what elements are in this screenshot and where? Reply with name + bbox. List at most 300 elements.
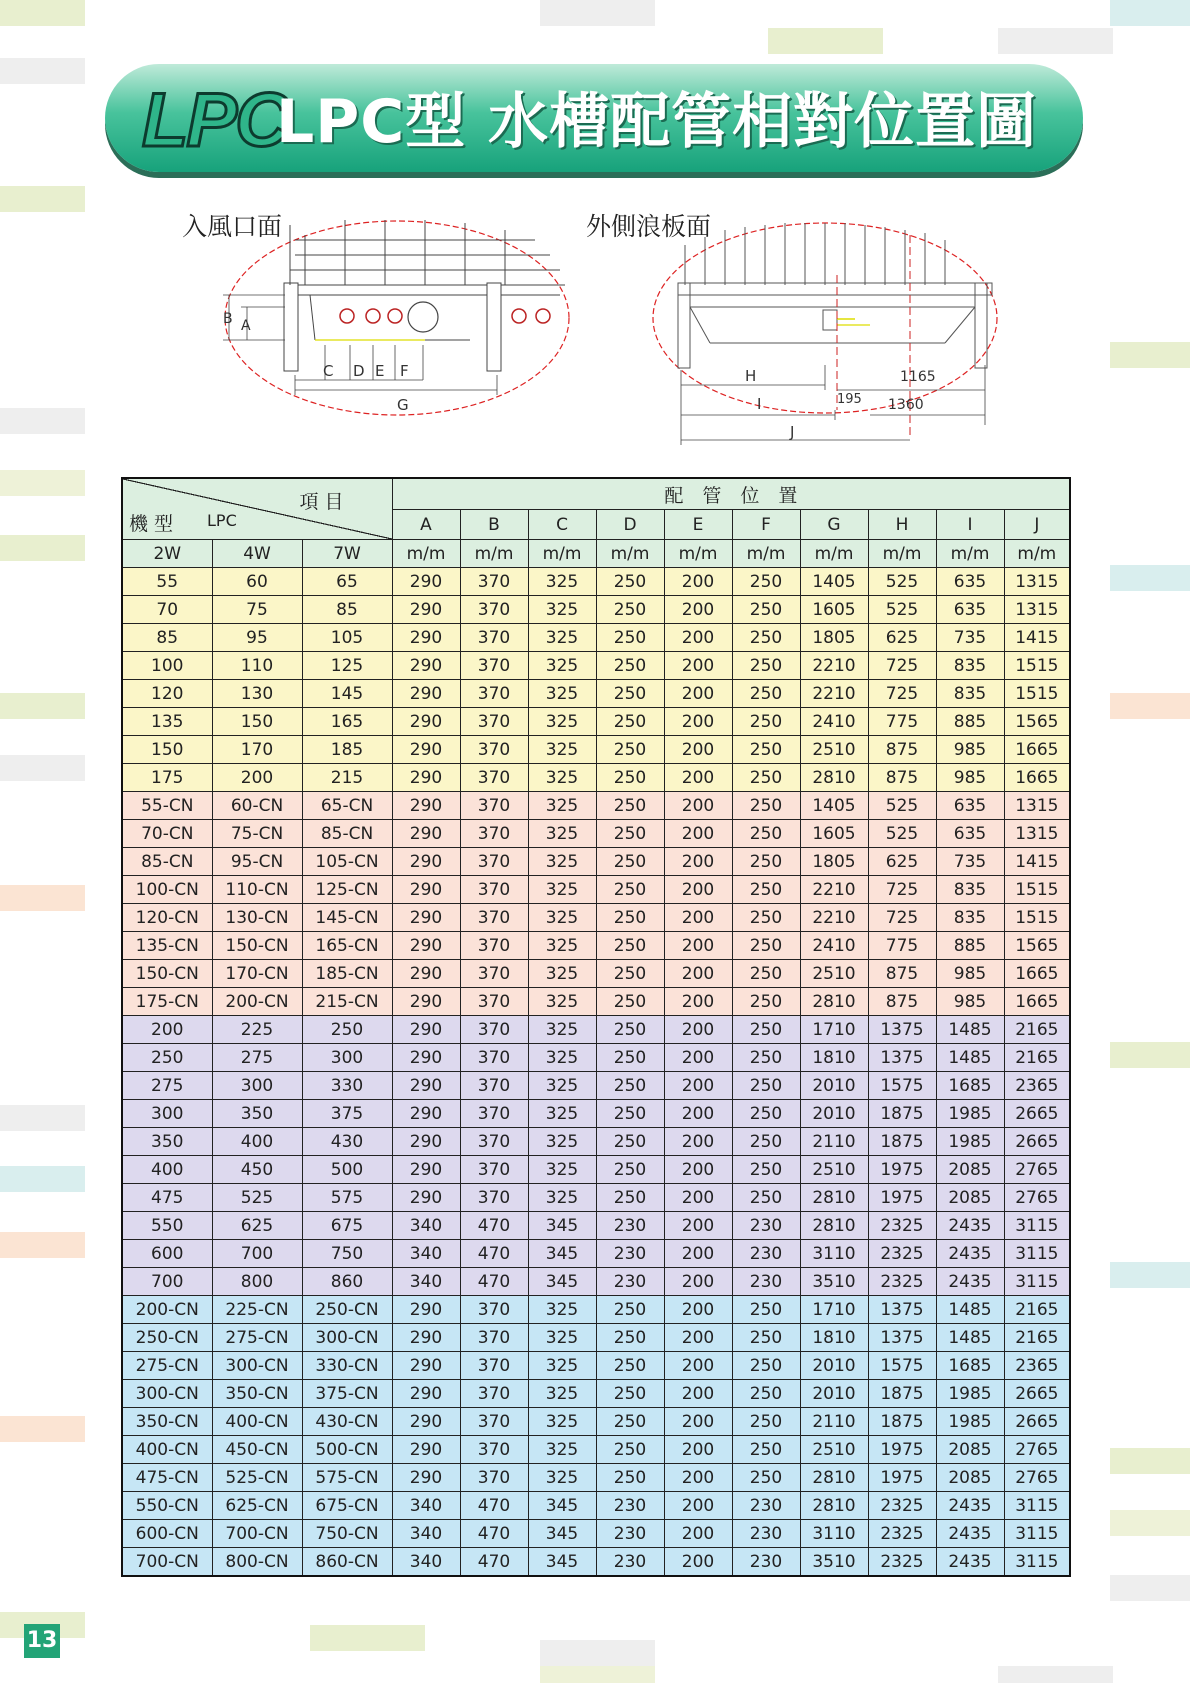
dim-label-a: A — [241, 318, 251, 334]
model-cell: 175 — [122, 764, 212, 792]
value-cell: 325 — [528, 1156, 596, 1184]
model-label: 機 型 — [129, 513, 174, 535]
table-row — [122, 708, 1070, 736]
value-cell: 370 — [460, 568, 528, 596]
value-cell: 200 — [664, 1212, 732, 1240]
value-cell: 875 — [868, 736, 936, 764]
unit-cell: m/m — [1004, 540, 1070, 568]
value-cell: 2010 — [800, 1100, 868, 1128]
column-header-c: C — [528, 510, 596, 540]
value-cell: 200 — [664, 1520, 732, 1548]
value-cell: 2665 — [1004, 1408, 1070, 1436]
value-cell: 290 — [392, 1100, 460, 1128]
value-cell: 230 — [732, 1240, 800, 1268]
model-cell: 85-CN — [122, 848, 212, 876]
model-cell: 55 — [122, 568, 212, 596]
value-cell: 1405 — [800, 792, 868, 820]
value-cell: 230 — [732, 1212, 800, 1240]
table-row — [122, 1296, 1070, 1324]
table-row — [122, 680, 1070, 708]
table-row — [122, 960, 1070, 988]
value-cell: 2810 — [800, 1464, 868, 1492]
model-cell: 400-CN — [122, 1436, 212, 1464]
model-cell: 500 — [302, 1156, 392, 1184]
model-cell: 120-CN — [122, 904, 212, 932]
table-row — [122, 1352, 1070, 1380]
value-cell: 325 — [528, 736, 596, 764]
model-cell: 350-CN — [212, 1380, 302, 1408]
value-cell: 370 — [460, 680, 528, 708]
value-cell: 1485 — [936, 1324, 1004, 1352]
value-cell: 370 — [460, 1044, 528, 1072]
bg-strip — [998, 28, 1113, 54]
value-cell: 2210 — [800, 652, 868, 680]
dim-label-b: B — [223, 311, 233, 327]
table-row — [122, 1240, 1070, 1268]
model-cell: 375 — [302, 1100, 392, 1128]
model-cell: 475 — [122, 1184, 212, 1212]
model-cell: 575 — [302, 1184, 392, 1212]
value-cell: 200 — [664, 1268, 732, 1296]
value-cell: 1515 — [1004, 680, 1070, 708]
value-cell: 325 — [528, 1044, 596, 1072]
model-cell: 750 — [302, 1240, 392, 1268]
value-cell: 2365 — [1004, 1072, 1070, 1100]
model-cell: 65-CN — [302, 792, 392, 820]
value-cell: 200 — [664, 764, 732, 792]
value-cell: 1515 — [1004, 904, 1070, 932]
value-cell: 2810 — [800, 1212, 868, 1240]
value-cell: 1375 — [868, 1324, 936, 1352]
value-cell: 1975 — [868, 1156, 936, 1184]
table-row — [122, 1268, 1070, 1296]
value-cell: 345 — [528, 1548, 596, 1577]
bg-strip — [540, 1640, 655, 1666]
value-cell: 340 — [392, 1492, 460, 1520]
model-cell: 75 — [212, 596, 302, 624]
model-column-header: 4W — [212, 540, 302, 568]
value-cell: 250 — [732, 932, 800, 960]
value-cell: 3510 — [800, 1548, 868, 1577]
value-cell: 290 — [392, 1380, 460, 1408]
model-cell: 250 — [122, 1044, 212, 1072]
column-header-h: H — [868, 510, 936, 540]
table-corner-cell — [122, 478, 392, 540]
model-cell: 150 — [212, 708, 302, 736]
bg-strip — [540, 0, 655, 26]
bg-strip — [1110, 565, 1190, 591]
dim-label-1360: 1360 — [888, 397, 924, 413]
model-cell: 300 — [212, 1072, 302, 1100]
table-row — [122, 988, 1070, 1016]
table-row — [122, 1548, 1070, 1577]
model-cell: 250-CN — [122, 1324, 212, 1352]
value-cell: 370 — [460, 1324, 528, 1352]
value-cell: 250 — [732, 736, 800, 764]
value-cell: 290 — [392, 1464, 460, 1492]
value-cell: 1665 — [1004, 988, 1070, 1016]
model-cell: 150-CN — [212, 932, 302, 960]
value-cell: 250 — [732, 1044, 800, 1072]
value-cell: 325 — [528, 904, 596, 932]
value-cell: 2325 — [868, 1240, 936, 1268]
value-cell: 370 — [460, 820, 528, 848]
value-cell: 370 — [460, 1380, 528, 1408]
model-cell: 65 — [302, 568, 392, 596]
value-cell: 200 — [664, 1548, 732, 1577]
value-cell: 325 — [528, 876, 596, 904]
value-cell: 290 — [392, 1156, 460, 1184]
value-cell: 370 — [460, 1016, 528, 1044]
value-cell: 1605 — [800, 820, 868, 848]
value-cell: 325 — [528, 568, 596, 596]
dim-label-i: I — [757, 395, 762, 413]
column-header-f: F — [732, 510, 800, 540]
model-cell: 95-CN — [212, 848, 302, 876]
value-cell: 2165 — [1004, 1016, 1070, 1044]
value-cell: 1375 — [868, 1296, 936, 1324]
model-cell: 225 — [212, 1016, 302, 1044]
value-cell: 635 — [936, 820, 1004, 848]
value-cell: 325 — [528, 1072, 596, 1100]
value-cell: 2325 — [868, 1548, 936, 1577]
value-cell: 250 — [732, 1156, 800, 1184]
model-cell: 860-CN — [302, 1548, 392, 1577]
value-cell: 370 — [460, 904, 528, 932]
model-cell: 575-CN — [302, 1464, 392, 1492]
value-cell: 2510 — [800, 960, 868, 988]
value-cell: 325 — [528, 848, 596, 876]
value-cell: 200 — [664, 568, 732, 596]
value-cell: 2810 — [800, 1184, 868, 1212]
model-cell: 675 — [302, 1212, 392, 1240]
value-cell: 290 — [392, 736, 460, 764]
value-cell: 200 — [664, 624, 732, 652]
table-row — [122, 932, 1070, 960]
model-cell: 105 — [302, 624, 392, 652]
value-cell: 200 — [664, 1044, 732, 1072]
value-cell: 340 — [392, 1548, 460, 1577]
value-cell: 200 — [664, 1352, 732, 1380]
value-cell: 1805 — [800, 624, 868, 652]
value-cell: 250 — [732, 1436, 800, 1464]
value-cell: 345 — [528, 1268, 596, 1296]
table-row — [122, 904, 1070, 932]
value-cell: 1985 — [936, 1408, 1004, 1436]
model-cell: 135-CN — [122, 932, 212, 960]
model-cell: 800 — [212, 1268, 302, 1296]
value-cell: 1405 — [800, 568, 868, 596]
model-cell: 95 — [212, 624, 302, 652]
value-cell: 250 — [596, 988, 664, 1016]
value-cell: 230 — [732, 1268, 800, 1296]
value-cell: 250 — [596, 1156, 664, 1184]
value-cell: 200 — [664, 1128, 732, 1156]
value-cell: 1485 — [936, 1044, 1004, 1072]
value-cell: 250 — [596, 1044, 664, 1072]
value-cell: 250 — [732, 1016, 800, 1044]
value-cell: 1315 — [1004, 596, 1070, 624]
table-row — [122, 1492, 1070, 1520]
model-cell: 275 — [122, 1072, 212, 1100]
value-cell: 325 — [528, 792, 596, 820]
bg-strip — [1110, 693, 1190, 719]
dim-label-j: J — [790, 423, 795, 441]
value-cell: 2810 — [800, 764, 868, 792]
model-cell: 110 — [212, 652, 302, 680]
value-cell: 1485 — [936, 1016, 1004, 1044]
model-cell: 85-CN — [302, 820, 392, 848]
value-cell: 1315 — [1004, 568, 1070, 596]
value-cell: 290 — [392, 1184, 460, 1212]
model-cell: 200-CN — [212, 988, 302, 1016]
value-cell: 370 — [460, 652, 528, 680]
model-cell: 110-CN — [212, 876, 302, 904]
value-cell: 250 — [596, 1100, 664, 1128]
value-cell: 250 — [732, 848, 800, 876]
intake-face-diagram — [205, 215, 590, 425]
value-cell: 775 — [868, 932, 936, 960]
value-cell: 2325 — [868, 1520, 936, 1548]
table-row — [122, 596, 1070, 624]
table-row — [122, 1436, 1070, 1464]
value-cell: 2435 — [936, 1212, 1004, 1240]
value-cell: 370 — [460, 932, 528, 960]
dim-label-195: 195 — [837, 392, 862, 407]
value-cell: 470 — [460, 1240, 528, 1268]
model-cell: 85 — [302, 596, 392, 624]
value-cell: 635 — [936, 596, 1004, 624]
value-cell: 200 — [664, 1492, 732, 1520]
dim-label-e: E — [375, 362, 385, 380]
model-cell: 215 — [302, 764, 392, 792]
bg-strip — [0, 408, 85, 434]
model-cell: 300 — [302, 1044, 392, 1072]
value-cell: 250 — [732, 680, 800, 708]
model-cell: 275 — [212, 1044, 302, 1072]
model-cell: 185-CN — [302, 960, 392, 988]
model-cell: 170-CN — [212, 960, 302, 988]
value-cell: 470 — [460, 1492, 528, 1520]
value-cell: 325 — [528, 960, 596, 988]
value-cell: 470 — [460, 1548, 528, 1577]
value-cell: 370 — [460, 596, 528, 624]
value-cell: 370 — [460, 1128, 528, 1156]
model-cell: 500-CN — [302, 1436, 392, 1464]
value-cell: 2435 — [936, 1548, 1004, 1577]
value-cell: 370 — [460, 876, 528, 904]
value-cell: 1515 — [1004, 652, 1070, 680]
bg-strip — [1110, 342, 1190, 368]
value-cell: 1665 — [1004, 764, 1070, 792]
model-cell: 175-CN — [122, 988, 212, 1016]
model-cell: 200-CN — [122, 1296, 212, 1324]
bg-strip — [1110, 1262, 1190, 1288]
value-cell: 250 — [596, 1296, 664, 1324]
value-cell: 370 — [460, 736, 528, 764]
model-cell: 150 — [122, 736, 212, 764]
model-cell: 450 — [212, 1156, 302, 1184]
value-cell: 2325 — [868, 1212, 936, 1240]
value-cell: 325 — [528, 820, 596, 848]
value-cell: 2435 — [936, 1268, 1004, 1296]
value-cell: 200 — [664, 596, 732, 624]
model-cell: 475-CN — [122, 1464, 212, 1492]
value-cell: 250 — [596, 876, 664, 904]
value-cell: 635 — [936, 568, 1004, 596]
value-cell: 985 — [936, 764, 1004, 792]
value-cell: 1575 — [868, 1352, 936, 1380]
value-cell: 875 — [868, 960, 936, 988]
value-cell: 985 — [936, 736, 1004, 764]
bg-strip — [0, 58, 85, 84]
model-cell: 165-CN — [302, 932, 392, 960]
bg-strip — [1110, 1042, 1190, 1068]
value-cell: 250 — [596, 1380, 664, 1408]
value-cell: 325 — [528, 1296, 596, 1324]
value-cell: 2765 — [1004, 1184, 1070, 1212]
column-header-e: E — [664, 510, 732, 540]
value-cell: 250 — [732, 960, 800, 988]
value-cell: 200 — [664, 876, 732, 904]
value-cell: 200 — [664, 1240, 732, 1268]
model-cell: 450-CN — [212, 1436, 302, 1464]
value-cell: 2010 — [800, 1072, 868, 1100]
bg-strip — [0, 1416, 85, 1442]
value-cell: 370 — [460, 960, 528, 988]
model-cell: 300-CN — [302, 1324, 392, 1352]
value-cell: 2435 — [936, 1240, 1004, 1268]
page-title: LPC型 水槽配管相對位置圖 — [276, 87, 1038, 157]
column-header-g: G — [800, 510, 868, 540]
value-cell: 525 — [868, 568, 936, 596]
value-cell: 290 — [392, 1016, 460, 1044]
table-row — [122, 1464, 1070, 1492]
model-cell: 105-CN — [302, 848, 392, 876]
value-cell: 1985 — [936, 1380, 1004, 1408]
value-cell: 290 — [392, 792, 460, 820]
value-cell: 370 — [460, 1156, 528, 1184]
value-cell: 200 — [664, 1408, 732, 1436]
value-cell: 1665 — [1004, 736, 1070, 764]
value-cell: 200 — [664, 820, 732, 848]
value-cell: 325 — [528, 1016, 596, 1044]
page-number: 13 — [24, 1624, 60, 1658]
value-cell: 2765 — [1004, 1156, 1070, 1184]
unit-cell: m/m — [460, 540, 528, 568]
value-cell: 200 — [664, 848, 732, 876]
model-cell: 400 — [122, 1156, 212, 1184]
model-cell: 275-CN — [122, 1352, 212, 1380]
value-cell: 370 — [460, 1352, 528, 1380]
bg-strip — [0, 1105, 85, 1131]
value-cell: 290 — [392, 848, 460, 876]
value-cell: 250 — [732, 1100, 800, 1128]
value-cell: 290 — [392, 932, 460, 960]
value-cell: 1975 — [868, 1464, 936, 1492]
value-cell: 1375 — [868, 1044, 936, 1072]
model-cell: 120 — [122, 680, 212, 708]
value-cell: 1565 — [1004, 932, 1070, 960]
value-cell: 370 — [460, 1296, 528, 1324]
value-cell: 3110 — [800, 1240, 868, 1268]
value-cell: 3115 — [1004, 1548, 1070, 1577]
table-row — [122, 1128, 1070, 1156]
bg-strip — [540, 1666, 655, 1683]
value-cell: 725 — [868, 652, 936, 680]
bg-strip — [768, 28, 883, 54]
value-cell: 250 — [596, 960, 664, 988]
value-cell: 340 — [392, 1268, 460, 1296]
value-cell: 2510 — [800, 1156, 868, 1184]
value-cell: 2085 — [936, 1156, 1004, 1184]
unit-cell: m/m — [392, 540, 460, 568]
value-cell: 2010 — [800, 1380, 868, 1408]
model-cell: 625 — [212, 1212, 302, 1240]
value-cell: 370 — [460, 1464, 528, 1492]
value-cell: 200 — [664, 652, 732, 680]
model-cell: 250-CN — [302, 1296, 392, 1324]
value-cell: 230 — [732, 1492, 800, 1520]
value-cell: 2210 — [800, 904, 868, 932]
value-cell: 2210 — [800, 876, 868, 904]
value-cell: 340 — [392, 1520, 460, 1548]
table-row — [122, 848, 1070, 876]
value-cell: 875 — [868, 988, 936, 1016]
value-cell: 290 — [392, 820, 460, 848]
value-cell: 200 — [664, 1324, 732, 1352]
value-cell: 885 — [936, 932, 1004, 960]
model-cell: 135 — [122, 708, 212, 736]
column-header-j: J — [1004, 510, 1070, 540]
table-row — [122, 1212, 1070, 1240]
value-cell: 250 — [732, 1072, 800, 1100]
bg-strip — [0, 755, 85, 781]
value-cell: 370 — [460, 764, 528, 792]
value-cell: 250 — [596, 1436, 664, 1464]
value-cell: 250 — [596, 792, 664, 820]
model-cell: 800-CN — [212, 1548, 302, 1577]
model-cell: 275-CN — [212, 1324, 302, 1352]
value-cell: 2510 — [800, 1436, 868, 1464]
dim-label-c: C — [323, 362, 334, 380]
value-cell: 345 — [528, 1520, 596, 1548]
value-cell: 325 — [528, 1184, 596, 1212]
value-cell: 735 — [936, 624, 1004, 652]
bg-strip — [0, 0, 85, 26]
model-cell: 700 — [212, 1240, 302, 1268]
value-cell: 290 — [392, 708, 460, 736]
value-cell: 835 — [936, 652, 1004, 680]
unit-cell: m/m — [528, 540, 596, 568]
value-cell: 370 — [460, 1100, 528, 1128]
value-cell: 1975 — [868, 1436, 936, 1464]
value-cell: 325 — [528, 680, 596, 708]
value-cell: 370 — [460, 792, 528, 820]
value-cell: 2325 — [868, 1268, 936, 1296]
model-cell: 165 — [302, 708, 392, 736]
value-cell: 325 — [528, 1464, 596, 1492]
model-cell: 300 — [122, 1100, 212, 1128]
value-cell: 835 — [936, 876, 1004, 904]
value-cell: 1375 — [868, 1016, 936, 1044]
intake-face-label: 入風口面 — [182, 212, 283, 241]
table-row — [122, 1380, 1070, 1408]
value-cell: 290 — [392, 1408, 460, 1436]
pipe-position-table — [121, 477, 1071, 1577]
value-cell: 200 — [664, 1072, 732, 1100]
value-cell: 370 — [460, 1072, 528, 1100]
